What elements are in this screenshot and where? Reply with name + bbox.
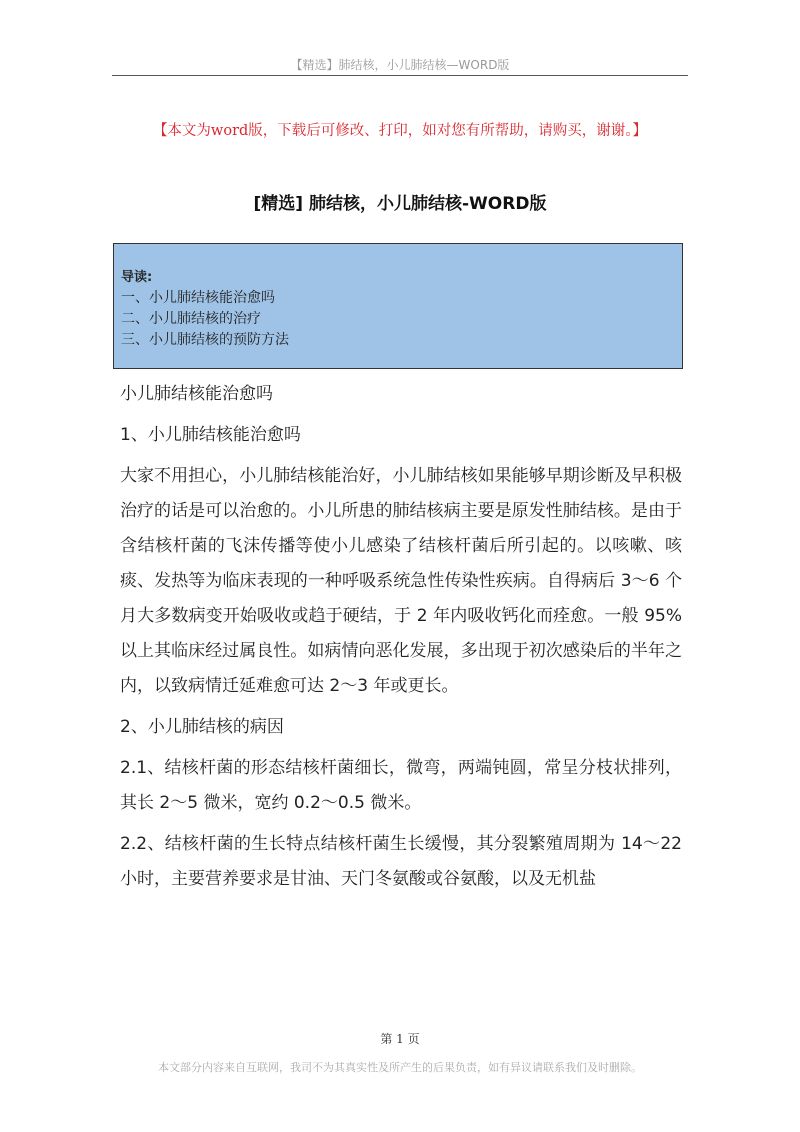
guide-box	[113, 243, 683, 369]
word-version-notice: 【本文为word版，下载后可修改、打印，如对您有所帮助，请购买，谢谢。】	[152, 123, 648, 139]
guide-item: 三、小儿肺结核的预防方法	[121, 332, 289, 348]
header-divider	[112, 75, 688, 76]
body-paragraph: 大家不用担心，小儿肺结核能治好，小儿肺结核如果能够早期诊断及早积极治疗的话是可以治愈的。小儿所患的肺结核病主要是原发性肺结核。是由于含结核杆菌的飞沫传播等使小儿感染了结核杆菌后所引起的。以咳嗽、咳痰、发热等为临床表现的一种呼吸系统急性传染性疾病。自得病后 3～6 个月大多数病变开始吸收或趋于硬结，于 2 年内吸收钙化而痊愈。一般 95%以上其临床经过属良性。如病情向恶化发展，多出现于初次感染后的半年之内，以致病情迁延难愈可达 2～3 年或更长。	[120, 466, 682, 696]
footer-disclaimer: 本文部分内容来自互联网，我司不为其真实性及所产生的后果负责，如有异议请联系我们及时删除。	[158, 1061, 642, 1074]
guide-item: 二、小儿肺结核的治疗	[121, 311, 261, 327]
page-number: 第 1 页	[380, 1032, 420, 1046]
subsection-heading: 1、小儿肺结核能治愈吗	[120, 425, 301, 445]
page-header: 【精选】肺结核，小儿肺结核—WORD版	[290, 58, 510, 72]
body-paragraph: 2.2、结核杆菌的生长特点结核杆菌生长缓慢，其分裂繁殖周期为 14～22 小时，主要营养要求是甘油、天门冬氨酸或谷氨酸，以及无机盐	[120, 834, 682, 889]
body-text	[120, 377, 682, 897]
guide-item: 一、小儿肺结核能治愈吗	[121, 290, 275, 306]
section-heading: 小儿肺结核能治愈吗	[120, 384, 273, 404]
body-paragraph: 2.1、结核杆菌的形态结核杆菌细长，微弯，两端钝圆，常呈分枝状排列，其长 2～5 微米，宽约 0.2～0.5 微米。	[120, 758, 682, 813]
guide-label: 导读:	[121, 270, 153, 285]
document-title: [精选] 肺结核，小儿肺结核-WORD版	[253, 194, 547, 214]
subsection-heading: 2、小儿肺结核的病因	[120, 717, 284, 737]
